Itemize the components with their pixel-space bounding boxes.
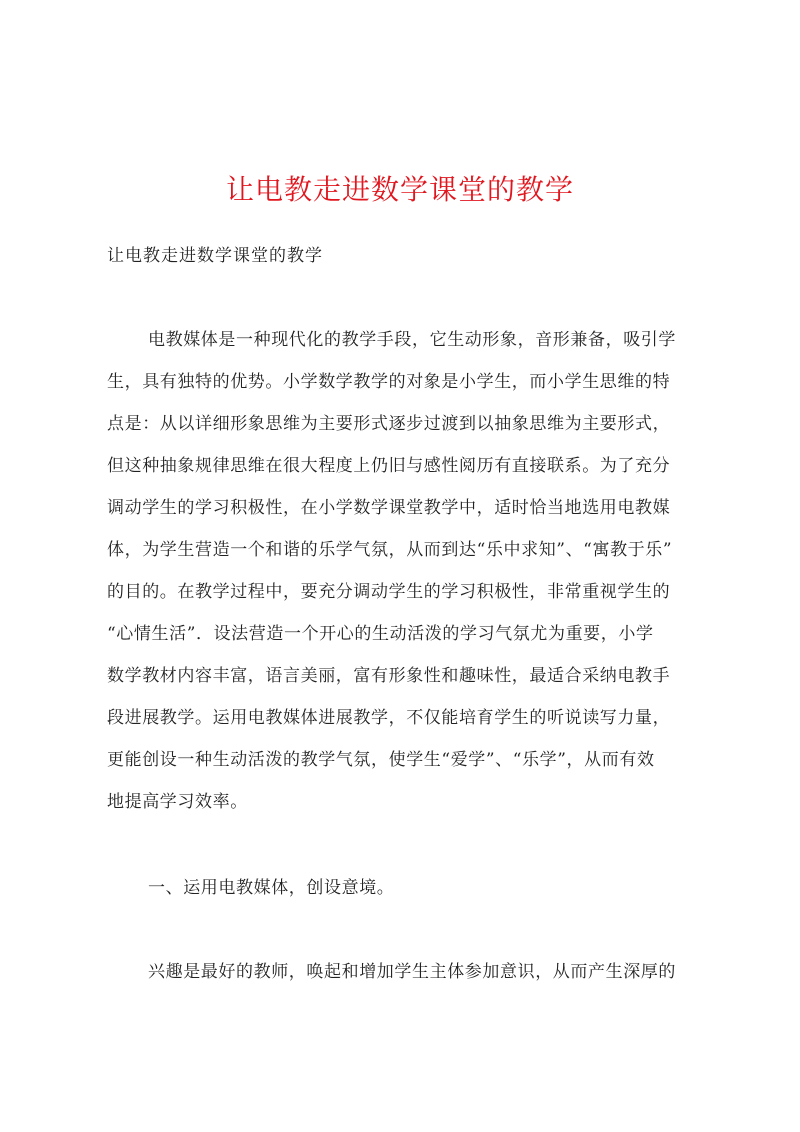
paragraph-line: 段进展教学。运用电教媒体进展教学，不仅能培育学生的听说读写力量， <box>107 708 671 728</box>
section-heading: 一、运用电教媒体，创设意境。 <box>148 878 395 898</box>
document-title: 让电教走进数学课堂的教学 <box>225 173 574 206</box>
paragraph-line: 电教媒体是一种现代化的教学手段，它生动形象，音形兼备，吸引学 <box>148 330 676 350</box>
paragraph-line: 点是：从以详细形象思维为主要形式逐步过渡到以抽象思维为主要形式， <box>107 414 671 434</box>
paragraph-line: 但这种抽象规律思维在很大程度上仍旧与感性阅历有直接联系。为了充分 <box>107 456 671 476</box>
paragraph-line: 生，具有独特的优势。小学数学教学的对象是小学生，而小学生思维的特 <box>107 372 671 392</box>
paragraph-line: 兴趣是最好的教师，唤起和增加学生主体参加意识，从而产生深厚的 <box>148 962 676 982</box>
paragraph-line: 数学教材内容丰富，语言美丽，富有形象性和趣味性，最适合采纳电教手 <box>107 666 671 686</box>
paragraph-line: 调动学生的学习积极性，在小学数学课堂教学中，适时恰当地选用电教媒 <box>107 498 671 518</box>
document-subtitle: 让电教走进数学课堂的教学 <box>107 246 323 266</box>
paragraph-line: 更能创设一种生动活泼的教学气氛，使学生“爱学”、“乐学”，从而有效 <box>107 750 655 770</box>
paragraph-line: 的目的。在教学过程中，要充分调动学生的学习积极性，非常重视学生的 <box>107 582 671 602</box>
paragraph-line: 地提高学习效率。 <box>107 792 248 812</box>
paragraph-line: “心情生活”．设法营造一个开心的生动活泼的学习气氛尤为重要，小学 <box>107 624 654 644</box>
paragraph-line: 体，为学生营造一个和谐的乐学气氛，从而到达“乐中求知”、“寓教于乐” <box>107 540 673 560</box>
